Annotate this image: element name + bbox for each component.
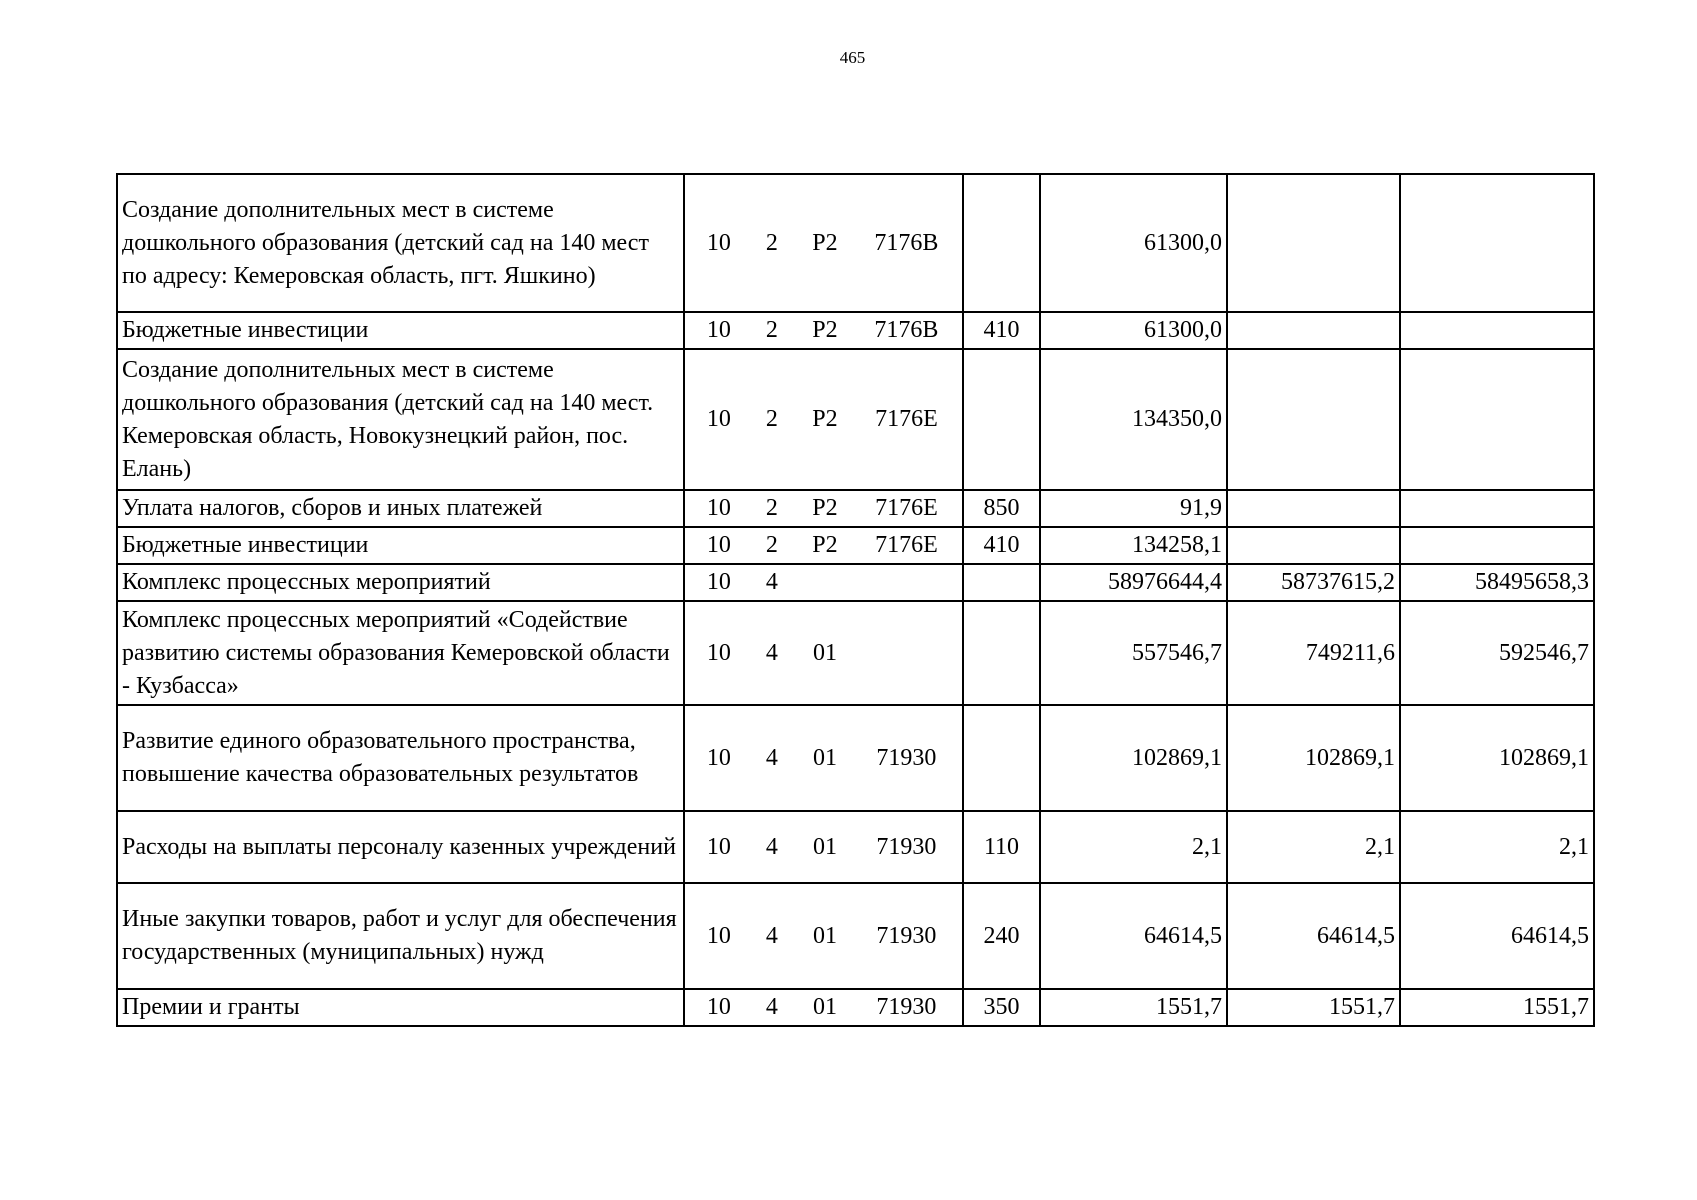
row-name: Расходы на выплаты персоналу казенных учреждений — [117, 811, 684, 883]
section-code: 10 — [706, 495, 731, 521]
amount-year-2: 58737615,2 — [1227, 564, 1400, 601]
subsection-code: 4 — [765, 639, 778, 666]
direction-code: 7176Е — [875, 406, 938, 432]
subsection-code: 2 — [765, 406, 778, 432]
row-codes — [684, 883, 963, 989]
program-code: Р2 — [812, 406, 838, 432]
program-code: 01 — [812, 744, 837, 771]
amount-year-1: 64614,5 — [1040, 883, 1227, 989]
row-codes — [684, 490, 963, 527]
program-code: Р2 — [812, 495, 838, 521]
table-row — [117, 490, 1594, 527]
row-codes — [684, 564, 963, 601]
amount-year-2: 2,1 — [1227, 811, 1400, 883]
table-row — [117, 312, 1594, 349]
amount-year-1: 134350,0 — [1040, 349, 1227, 490]
amount-year-2 — [1227, 349, 1400, 490]
budget-table — [116, 173, 1595, 1027]
direction-code: 71930 — [876, 922, 937, 949]
program-code: 01 — [812, 922, 837, 949]
amount-year-3 — [1400, 174, 1594, 312]
row-name: Уплата налогов, сборов и иных платежей — [117, 490, 684, 527]
expense-type-code: 410 — [963, 312, 1040, 349]
amount-year-3 — [1400, 312, 1594, 349]
direction-code: 7176Е — [875, 532, 938, 558]
program-code: 01 — [812, 639, 837, 666]
table-row — [117, 989, 1594, 1026]
amount-year-3 — [1400, 490, 1594, 527]
table-row — [117, 527, 1594, 564]
subsection-code: 2 — [765, 532, 778, 558]
expense-type-code — [963, 174, 1040, 312]
subsection-code: 2 — [765, 495, 778, 521]
program-code: Р2 — [812, 532, 838, 558]
page-number: 465 — [839, 48, 866, 67]
amount-year-3: 1551,7 — [1400, 989, 1594, 1026]
direction-code: 7176В — [874, 229, 939, 256]
subsection-code: 4 — [765, 994, 778, 1020]
section-code: 10 — [706, 229, 731, 256]
row-name: Создание дополнительных мест в системе дошкольного образования (детский сад на 140 мест по адресу: Кемеровская область, пгт. Яшкино) — [117, 174, 684, 312]
program-code: 01 — [812, 994, 837, 1020]
amount-year-2: 102869,1 — [1227, 705, 1400, 811]
direction-code: 7176Е — [875, 495, 938, 521]
expense-type-code — [963, 601, 1040, 705]
table-row — [117, 564, 1594, 601]
section-code: 10 — [706, 317, 731, 343]
row-name: Комплекс процессных мероприятий «Содействие развитию системы образования Кемеровской области - Кузбасса» — [117, 601, 684, 705]
section-code: 10 — [706, 532, 731, 558]
subsection-code: 2 — [765, 317, 778, 343]
amount-year-1: 2,1 — [1040, 811, 1227, 883]
program-code: 01 — [812, 833, 837, 860]
direction-code: 7176В — [874, 317, 939, 343]
row-codes — [684, 174, 963, 312]
amount-year-2: 749211,6 — [1227, 601, 1400, 705]
subsection-code: 4 — [765, 922, 778, 949]
amount-year-2: 1551,7 — [1227, 989, 1400, 1026]
expense-type-code — [963, 349, 1040, 490]
row-name: Бюджетные инвестиции — [117, 312, 684, 349]
section-code: 10 — [706, 922, 731, 949]
row-name: Премии и гранты — [117, 989, 684, 1026]
row-codes — [684, 811, 963, 883]
program-code: Р2 — [812, 317, 838, 343]
row-codes — [684, 705, 963, 811]
amount-year-2 — [1227, 527, 1400, 564]
amount-year-2 — [1227, 312, 1400, 349]
row-codes — [684, 349, 963, 490]
amount-year-1: 557546,7 — [1040, 601, 1227, 705]
expense-type-code: 850 — [963, 490, 1040, 527]
subsection-code: 4 — [765, 744, 778, 771]
amount-year-3: 2,1 — [1400, 811, 1594, 883]
table-row — [117, 811, 1594, 883]
section-code: 10 — [706, 744, 731, 771]
direction-code: 71930 — [876, 744, 937, 771]
expense-type-code: 110 — [963, 811, 1040, 883]
amount-year-1: 58976644,4 — [1040, 564, 1227, 601]
table-row — [117, 349, 1594, 490]
row-name: Комплекс процессных мероприятий — [117, 564, 684, 601]
amount-year-3: 592546,7 — [1400, 601, 1594, 705]
direction-code: 71930 — [876, 994, 937, 1020]
amount-year-3 — [1400, 527, 1594, 564]
amount-year-1: 1551,7 — [1040, 989, 1227, 1026]
amount-year-3: 102869,1 — [1400, 705, 1594, 811]
table-row — [117, 883, 1594, 989]
amount-year-2 — [1227, 490, 1400, 527]
row-codes — [684, 527, 963, 564]
row-codes — [684, 989, 963, 1026]
amount-year-3: 58495658,3 — [1400, 564, 1594, 601]
row-name: Развитие единого образовательного пространства, повышение качества образовательных результатов — [117, 705, 684, 811]
amount-year-3: 64614,5 — [1400, 883, 1594, 989]
amount-year-1: 61300,0 — [1040, 174, 1227, 312]
direction-code: 71930 — [876, 833, 937, 860]
expense-type-code: 240 — [963, 883, 1040, 989]
section-code: 10 — [706, 639, 731, 666]
row-name: Иные закупки товаров, работ и услуг для обеспечения государственных (муниципальных) нужд — [117, 883, 684, 989]
section-code: 10 — [706, 994, 731, 1020]
amount-year-3 — [1400, 349, 1594, 490]
table-row — [117, 705, 1594, 811]
row-codes — [684, 601, 963, 705]
expense-type-code — [963, 564, 1040, 601]
expense-type-code: 410 — [963, 527, 1040, 564]
budget-table-body — [117, 174, 1594, 1026]
amount-year-1: 91,9 — [1040, 490, 1227, 527]
section-code: 10 — [706, 406, 731, 432]
subsection-code: 2 — [765, 229, 778, 256]
row-name: Бюджетные инвестиции — [117, 527, 684, 564]
subsection-code: 4 — [765, 833, 778, 860]
amount-year-1: 61300,0 — [1040, 312, 1227, 349]
amount-year-1: 102869,1 — [1040, 705, 1227, 811]
expense-type-code: 350 — [963, 989, 1040, 1026]
table-row — [117, 174, 1594, 312]
amount-year-1: 134258,1 — [1040, 527, 1227, 564]
amount-year-2: 64614,5 — [1227, 883, 1400, 989]
table-row — [117, 601, 1594, 705]
amount-year-2 — [1227, 174, 1400, 312]
section-code: 10 — [706, 833, 731, 860]
subsection-code: 4 — [765, 569, 778, 595]
row-codes — [684, 312, 963, 349]
program-code: Р2 — [812, 229, 838, 256]
expense-type-code — [963, 705, 1040, 811]
section-code: 10 — [706, 569, 731, 595]
row-name: Создание дополнительных мест в системе дошкольного образования (детский сад на 140 мест. Кемеровская область, Новокузнецкий район, пос. Елань) — [117, 349, 684, 490]
